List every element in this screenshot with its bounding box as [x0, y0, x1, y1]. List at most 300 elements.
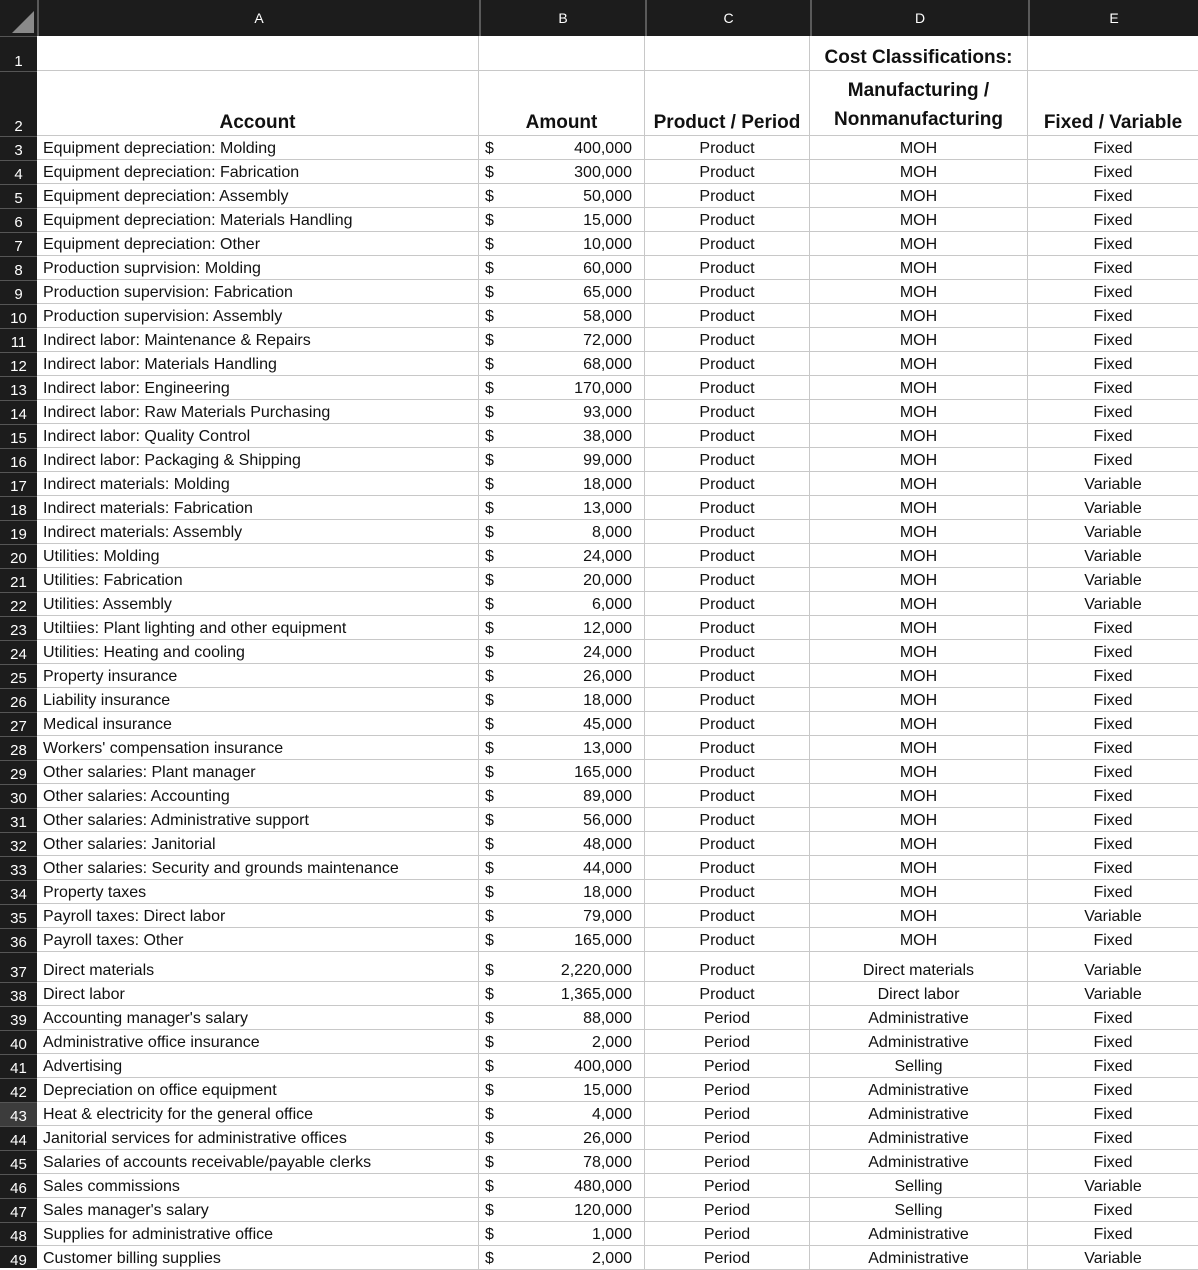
account-header[interactable]: Account: [37, 71, 479, 135]
row-header[interactable]: 45: [0, 1150, 37, 1174]
row-header[interactable]: 34: [0, 880, 37, 904]
product-period-cell[interactable]: Product: [645, 952, 810, 981]
row-header[interactable]: 23: [0, 616, 37, 640]
row-header[interactable]: 43: [0, 1102, 37, 1126]
amount-cell[interactable]: [479, 880, 645, 903]
mfg-classification-cell[interactable]: MOH: [810, 640, 1028, 663]
product-period-cell[interactable]: Period: [645, 1126, 810, 1149]
product-period-cell[interactable]: Product: [645, 160, 810, 183]
mfg-classification-cell[interactable]: MOH: [810, 688, 1028, 711]
product-period-cell[interactable]: Product: [645, 880, 810, 903]
product-period-cell[interactable]: Product: [645, 280, 810, 303]
account-cell[interactable]: Indirect materials: Assembly: [37, 520, 479, 543]
account-cell[interactable]: Workers' compensation insurance: [37, 736, 479, 759]
amount-cell[interactable]: [479, 520, 645, 543]
fixed-variable-cell[interactable]: Fixed: [1093, 452, 1133, 469]
fixed-variable-cell[interactable]: Fixed: [1093, 308, 1133, 325]
fixed-variable-cell[interactable]: Fixed: [1093, 212, 1133, 229]
product-period-cell[interactable]: Period: [645, 1054, 810, 1077]
mfg-classification-cell[interactable]: MOH: [810, 808, 1028, 831]
mfg-classification-cell[interactable]: MOH: [810, 904, 1028, 927]
mfg-classification-cell[interactable]: Direct materials: [810, 952, 1028, 981]
amount-cell[interactable]: [479, 160, 645, 183]
fixed-variable-cell[interactable]: Fixed: [1093, 716, 1133, 733]
mfg-nonmfg-header[interactable]: [810, 71, 1028, 135]
fixed-variable-cell[interactable]: Fixed: [1093, 332, 1133, 349]
fixed-variable-cell[interactable]: Fixed: [1093, 1106, 1133, 1123]
amount-cell[interactable]: [479, 640, 645, 663]
row-header[interactable]: 27: [0, 712, 37, 736]
mfg-classification-cell[interactable]: MOH: [810, 616, 1028, 639]
amount-cell[interactable]: [479, 544, 645, 567]
column-header-e[interactable]: E: [1028, 0, 1198, 36]
row-header[interactable]: 30: [0, 784, 37, 808]
account-cell[interactable]: Indirect labor: Quality Control: [37, 424, 479, 447]
fixed-variable-cell[interactable]: Fixed: [1093, 812, 1133, 829]
fixed-variable-cell[interactable]: Fixed: [1093, 764, 1133, 781]
row-header[interactable]: 16: [0, 448, 37, 472]
row-header[interactable]: 4: [0, 160, 37, 184]
amount-cell[interactable]: [479, 424, 645, 447]
product-period-cell[interactable]: Product: [645, 640, 810, 663]
mfg-classification-cell[interactable]: MOH: [810, 208, 1028, 231]
amount-cell[interactable]: [479, 448, 645, 471]
amount-cell[interactable]: [479, 280, 645, 303]
mfg-classification-cell[interactable]: MOH: [810, 736, 1028, 759]
product-period-cell[interactable]: Product: [645, 208, 810, 231]
account-cell[interactable]: Direct materials: [37, 952, 479, 981]
mfg-classification-cell[interactable]: MOH: [810, 376, 1028, 399]
amount-cell[interactable]: [479, 592, 645, 615]
fixed-variable-cell[interactable]: Fixed: [1093, 428, 1133, 445]
product-period-cell[interactable]: Product: [645, 568, 810, 591]
mfg-classification-cell[interactable]: MOH: [810, 784, 1028, 807]
account-cell[interactable]: Advertising: [37, 1054, 479, 1077]
fixed-variable-cell[interactable]: Variable: [1084, 500, 1142, 517]
account-cell[interactable]: Property insurance: [37, 664, 479, 687]
mfg-classification-cell[interactable]: Administrative: [810, 1006, 1028, 1029]
fixed-variable-cell[interactable]: Fixed: [1093, 932, 1133, 949]
row-header[interactable]: 26: [0, 688, 37, 712]
row-header[interactable]: 46: [0, 1174, 37, 1198]
row-header[interactable]: 49: [0, 1246, 37, 1270]
amount-cell[interactable]: [479, 1030, 645, 1053]
account-cell[interactable]: Indirect labor: Engineering: [37, 376, 479, 399]
amount-cell[interactable]: [479, 184, 645, 207]
row-header[interactable]: 25: [0, 664, 37, 688]
amount-cell[interactable]: [479, 1150, 645, 1173]
row-header[interactable]: 10: [0, 304, 37, 328]
row-header[interactable]: 11: [0, 328, 37, 352]
account-cell[interactable]: Sales manager's salary: [37, 1198, 479, 1221]
row-header[interactable]: 39: [0, 1006, 37, 1030]
fixed-variable-cell[interactable]: Fixed: [1093, 740, 1133, 757]
row-header[interactable]: 15: [0, 424, 37, 448]
fixed-variable-cell[interactable]: Fixed: [1093, 164, 1133, 181]
amount-cell[interactable]: [479, 1222, 645, 1245]
account-cell[interactable]: Utilities: Molding: [37, 544, 479, 567]
mfg-classification-cell[interactable]: MOH: [810, 496, 1028, 519]
fixed-variable-cell[interactable]: Fixed: [1093, 860, 1133, 877]
fixed-variable-cell[interactable]: Fixed: [1093, 1010, 1133, 1027]
row-header[interactable]: 33: [0, 856, 37, 880]
amount-cell[interactable]: [479, 400, 645, 423]
account-cell[interactable]: Indirect labor: Raw Materials Purchasing: [37, 400, 479, 423]
mfg-classification-cell[interactable]: MOH: [810, 424, 1028, 447]
amount-cell[interactable]: [479, 1198, 645, 1221]
amount-cell[interactable]: [479, 616, 645, 639]
account-cell[interactable]: Direct labor: [37, 982, 479, 1005]
row-header[interactable]: 36: [0, 928, 37, 952]
amount-cell[interactable]: [479, 1006, 645, 1029]
fixed-variable-cell[interactable]: Variable: [1084, 962, 1142, 979]
amount-cell[interactable]: [479, 736, 645, 759]
fixed-variable-cell[interactable]: Fixed: [1093, 140, 1133, 157]
fixed-variable-cell[interactable]: Variable: [1084, 572, 1142, 589]
account-cell[interactable]: Other salaries: Security and grounds maintenance: [37, 856, 479, 879]
amount-cell[interactable]: [479, 904, 645, 927]
row-header[interactable]: 35: [0, 904, 37, 928]
mfg-classification-cell[interactable]: MOH: [810, 544, 1028, 567]
account-cell[interactable]: Equipment depreciation: Assembly: [37, 184, 479, 207]
account-cell[interactable]: Indirect labor: Maintenance & Repairs: [37, 328, 479, 351]
mfg-classification-cell[interactable]: MOH: [810, 928, 1028, 951]
mfg-classification-cell[interactable]: Administrative: [810, 1150, 1028, 1173]
amount-cell[interactable]: [479, 952, 645, 981]
mfg-classification-cell[interactable]: MOH: [810, 880, 1028, 903]
row-header[interactable]: 28: [0, 736, 37, 760]
fixed-variable-cell[interactable]: Fixed: [1093, 284, 1133, 301]
fixed-variable-cell[interactable]: Fixed: [1093, 260, 1133, 277]
product-period-cell[interactable]: Product: [645, 448, 810, 471]
fixed-variable-cell[interactable]: Fixed: [1093, 692, 1133, 709]
amount-cell[interactable]: [479, 760, 645, 783]
account-cell[interactable]: Indirect labor: Packaging & Shipping: [37, 448, 479, 471]
product-period-cell[interactable]: Product: [645, 808, 810, 831]
amount-cell[interactable]: [479, 784, 645, 807]
account-cell[interactable]: Administrative office insurance: [37, 1030, 479, 1053]
product-period-cell[interactable]: Product: [645, 664, 810, 687]
fixed-variable-cell[interactable]: Variable: [1084, 908, 1142, 925]
column-header-c[interactable]: C: [645, 0, 810, 36]
cell-a1[interactable]: [37, 36, 479, 70]
mfg-classification-cell[interactable]: Selling: [810, 1174, 1028, 1197]
account-cell[interactable]: Production supervision: Assembly: [37, 304, 479, 327]
product-period-cell[interactable]: Product: [645, 376, 810, 399]
fixed-variable-cell[interactable]: Fixed: [1093, 1154, 1133, 1171]
row-header[interactable]: 41: [0, 1054, 37, 1078]
select-all-corner[interactable]: [0, 0, 37, 36]
mfg-classification-cell[interactable]: MOH: [810, 352, 1028, 375]
amount-cell[interactable]: [479, 568, 645, 591]
row-header[interactable]: 37: [0, 952, 37, 982]
product-period-cell[interactable]: Product: [645, 352, 810, 375]
account-cell[interactable]: Payroll taxes: Direct labor: [37, 904, 479, 927]
product-period-cell[interactable]: Product: [645, 400, 810, 423]
product-period-cell[interactable]: Product: [645, 544, 810, 567]
mfg-classification-cell[interactable]: MOH: [810, 256, 1028, 279]
account-cell[interactable]: Indirect materials: Molding: [37, 472, 479, 495]
fixed-variable-cell[interactable]: Fixed: [1093, 404, 1133, 421]
fixed-variable-cell[interactable]: Fixed: [1093, 668, 1133, 685]
product-period-cell[interactable]: Period: [645, 1198, 810, 1221]
fixed-variable-cell[interactable]: Fixed: [1093, 884, 1133, 901]
fixed-variable-cell[interactable]: Fixed: [1093, 836, 1133, 853]
row-header[interactable]: 21: [0, 568, 37, 592]
cell-b1[interactable]: [479, 36, 645, 70]
amount-cell[interactable]: [479, 688, 645, 711]
account-cell[interactable]: Depreciation on office equipment: [37, 1078, 479, 1101]
product-period-cell[interactable]: Product: [645, 904, 810, 927]
product-period-header[interactable]: Product / Period: [645, 71, 810, 135]
account-cell[interactable]: Other salaries: Plant manager: [37, 760, 479, 783]
row-header[interactable]: 44: [0, 1126, 37, 1150]
account-cell[interactable]: Utilities: Heating and cooling: [37, 640, 479, 663]
fixed-variable-cell[interactable]: Variable: [1084, 1178, 1142, 1195]
account-cell[interactable]: Salaries of accounts receivable/payable clerks: [37, 1150, 479, 1173]
row-header[interactable]: 19: [0, 520, 37, 544]
row-header[interactable]: 6: [0, 208, 37, 232]
account-cell[interactable]: Medical insurance: [37, 712, 479, 735]
fixed-variable-cell[interactable]: Variable: [1084, 1250, 1142, 1267]
row-header[interactable]: 31: [0, 808, 37, 832]
account-cell[interactable]: Other salaries: Administrative support: [37, 808, 479, 831]
row-header[interactable]: 14: [0, 400, 37, 424]
mfg-classification-cell[interactable]: Administrative: [810, 1102, 1028, 1125]
amount-cell[interactable]: [479, 328, 645, 351]
mfg-classification-cell[interactable]: MOH: [810, 448, 1028, 471]
fixed-variable-cell[interactable]: Fixed: [1093, 620, 1133, 637]
row-header[interactable]: 40: [0, 1030, 37, 1054]
amount-cell[interactable]: [479, 832, 645, 855]
account-cell[interactable]: Indirect materials: Fabrication: [37, 496, 479, 519]
row-header[interactable]: 9: [0, 280, 37, 304]
product-period-cell[interactable]: Product: [645, 736, 810, 759]
row-header[interactable]: 5: [0, 184, 37, 208]
mfg-classification-cell[interactable]: MOH: [810, 184, 1028, 207]
fixed-variable-cell[interactable]: Variable: [1084, 986, 1142, 1003]
amount-cell[interactable]: [479, 928, 645, 951]
row-header[interactable]: 3: [0, 136, 37, 160]
account-cell[interactable]: Other salaries: Accounting: [37, 784, 479, 807]
product-period-cell[interactable]: Period: [645, 1102, 810, 1125]
row-header[interactable]: 42: [0, 1078, 37, 1102]
row-header[interactable]: 48: [0, 1222, 37, 1246]
account-cell[interactable]: Customer billing supplies: [37, 1246, 479, 1269]
row-header-2[interactable]: 2: [0, 71, 37, 136]
amount-header[interactable]: Amount: [479, 71, 645, 135]
mfg-classification-cell[interactable]: MOH: [810, 520, 1028, 543]
mfg-classification-cell[interactable]: MOH: [810, 160, 1028, 183]
fixed-variable-cell[interactable]: Fixed: [1093, 236, 1133, 253]
account-cell[interactable]: Utiltiies: Plant lighting and other equipment: [37, 616, 479, 639]
row-header[interactable]: 13: [0, 376, 37, 400]
amount-cell[interactable]: [479, 1078, 645, 1101]
product-period-cell[interactable]: Product: [645, 784, 810, 807]
product-period-cell[interactable]: Product: [645, 136, 810, 159]
cost-classifications-title[interactable]: Cost Classifications:: [810, 36, 1028, 70]
fixed-variable-cell[interactable]: Fixed: [1093, 644, 1133, 661]
row-header[interactable]: 8: [0, 256, 37, 280]
amount-cell[interactable]: [479, 304, 645, 327]
account-cell[interactable]: Indirect labor: Materials Handling: [37, 352, 479, 375]
product-period-cell[interactable]: Period: [645, 1006, 810, 1029]
amount-cell[interactable]: [479, 712, 645, 735]
amount-cell[interactable]: [479, 472, 645, 495]
mfg-classification-cell[interactable]: MOH: [810, 304, 1028, 327]
cell-e1[interactable]: [1028, 36, 1198, 70]
fixed-variable-cell[interactable]: Variable: [1084, 596, 1142, 613]
product-period-cell[interactable]: Product: [645, 232, 810, 255]
row-header[interactable]: 17: [0, 472, 37, 496]
mfg-classification-cell[interactable]: MOH: [810, 856, 1028, 879]
amount-cell[interactable]: [479, 352, 645, 375]
row-header[interactable]: 24: [0, 640, 37, 664]
row-header-1[interactable]: 1: [0, 36, 37, 71]
mfg-classification-cell[interactable]: Administrative: [810, 1126, 1028, 1149]
product-period-cell[interactable]: Product: [645, 856, 810, 879]
amount-cell[interactable]: [479, 1054, 645, 1077]
product-period-cell[interactable]: Product: [645, 304, 810, 327]
row-header[interactable]: 20: [0, 544, 37, 568]
amount-cell[interactable]: [479, 1246, 645, 1269]
amount-cell[interactable]: [479, 496, 645, 519]
column-header-b[interactable]: B: [479, 0, 645, 36]
mfg-classification-cell[interactable]: MOH: [810, 568, 1028, 591]
product-period-cell[interactable]: Period: [645, 1078, 810, 1101]
product-period-cell[interactable]: Product: [645, 184, 810, 207]
amount-cell[interactable]: [479, 856, 645, 879]
product-period-cell[interactable]: Product: [645, 496, 810, 519]
account-cell[interactable]: Utilities: Fabrication: [37, 568, 479, 591]
product-period-cell[interactable]: Product: [645, 760, 810, 783]
product-period-cell[interactable]: Product: [645, 616, 810, 639]
mfg-classification-cell[interactable]: MOH: [810, 136, 1028, 159]
product-period-cell[interactable]: Product: [645, 982, 810, 1005]
product-period-cell[interactable]: Period: [645, 1222, 810, 1245]
mfg-classification-cell[interactable]: MOH: [810, 280, 1028, 303]
amount-cell[interactable]: [479, 232, 645, 255]
mfg-classification-cell[interactable]: MOH: [810, 400, 1028, 423]
account-cell[interactable]: Sales commissions: [37, 1174, 479, 1197]
fixed-variable-cell[interactable]: Variable: [1084, 524, 1142, 541]
row-header[interactable]: 29: [0, 760, 37, 784]
amount-cell[interactable]: [479, 136, 645, 159]
fixed-variable-cell[interactable]: Fixed: [1093, 788, 1133, 805]
product-period-cell[interactable]: Product: [645, 328, 810, 351]
amount-cell[interactable]: [479, 1126, 645, 1149]
account-cell[interactable]: Production supervision: Fabrication: [37, 280, 479, 303]
mfg-classification-cell[interactable]: MOH: [810, 328, 1028, 351]
account-cell[interactable]: Janitorial services for administrative offices: [37, 1126, 479, 1149]
product-period-cell[interactable]: Product: [645, 256, 810, 279]
column-header-d[interactable]: D: [810, 0, 1028, 36]
fixed-variable-cell[interactable]: Variable: [1084, 548, 1142, 565]
mfg-classification-cell[interactable]: MOH: [810, 592, 1028, 615]
account-cell[interactable]: Utilities: Assembly: [37, 592, 479, 615]
account-cell[interactable]: Equipment depreciation: Fabrication: [37, 160, 479, 183]
product-period-cell[interactable]: Product: [645, 472, 810, 495]
product-period-cell[interactable]: Period: [645, 1246, 810, 1269]
fixed-variable-cell[interactable]: Fixed: [1093, 1226, 1133, 1243]
mfg-classification-cell[interactable]: Administrative: [810, 1222, 1028, 1245]
product-period-cell[interactable]: Product: [645, 688, 810, 711]
fixed-variable-cell[interactable]: Fixed: [1093, 188, 1133, 205]
account-cell[interactable]: Production suprvision: Molding: [37, 256, 479, 279]
product-period-cell[interactable]: Product: [645, 928, 810, 951]
amount-cell[interactable]: [479, 376, 645, 399]
mfg-classification-cell[interactable]: Selling: [810, 1054, 1028, 1077]
cell-c1[interactable]: [645, 36, 810, 70]
mfg-classification-cell[interactable]: MOH: [810, 232, 1028, 255]
product-period-cell[interactable]: Period: [645, 1174, 810, 1197]
account-cell[interactable]: Equipment depreciation: Molding: [37, 136, 479, 159]
mfg-classification-cell[interactable]: Administrative: [810, 1078, 1028, 1101]
account-cell[interactable]: Accounting manager's salary: [37, 1006, 479, 1029]
product-period-cell[interactable]: Product: [645, 520, 810, 543]
product-period-cell[interactable]: Product: [645, 832, 810, 855]
mfg-classification-cell[interactable]: MOH: [810, 712, 1028, 735]
mfg-classification-cell[interactable]: Administrative: [810, 1246, 1028, 1269]
mfg-classification-cell[interactable]: MOH: [810, 832, 1028, 855]
amount-cell[interactable]: [479, 208, 645, 231]
account-cell[interactable]: Supplies for administrative office: [37, 1222, 479, 1245]
amount-cell[interactable]: [479, 256, 645, 279]
product-period-cell[interactable]: Period: [645, 1030, 810, 1053]
row-header[interactable]: 18: [0, 496, 37, 520]
amount-cell[interactable]: [479, 982, 645, 1005]
mfg-classification-cell[interactable]: MOH: [810, 664, 1028, 687]
fixed-variable-cell[interactable]: Variable: [1084, 476, 1142, 493]
row-header[interactable]: 32: [0, 832, 37, 856]
fixed-variable-cell[interactable]: Fixed: [1093, 1082, 1133, 1099]
mfg-classification-cell[interactable]: Selling: [810, 1198, 1028, 1221]
product-period-cell[interactable]: Period: [645, 1150, 810, 1173]
amount-cell[interactable]: [479, 808, 645, 831]
account-cell[interactable]: Liability insurance: [37, 688, 479, 711]
fixed-variable-cell[interactable]: Fixed: [1093, 1202, 1133, 1219]
account-cell[interactable]: Other salaries: Janitorial: [37, 832, 479, 855]
fixed-variable-header[interactable]: Fixed / Variable: [1043, 112, 1183, 133]
product-period-cell[interactable]: Product: [645, 592, 810, 615]
fixed-variable-cell[interactable]: Fixed: [1093, 1034, 1133, 1051]
mfg-classification-cell[interactable]: MOH: [810, 760, 1028, 783]
fixed-variable-cell[interactable]: Fixed: [1093, 356, 1133, 373]
amount-cell[interactable]: [479, 1102, 645, 1125]
fixed-variable-cell[interactable]: Fixed: [1093, 1130, 1133, 1147]
row-header[interactable]: 12: [0, 352, 37, 376]
product-period-cell[interactable]: Product: [645, 424, 810, 447]
mfg-classification-cell[interactable]: Direct labor: [810, 982, 1028, 1005]
row-header[interactable]: 22: [0, 592, 37, 616]
account-cell[interactable]: Payroll taxes: Other: [37, 928, 479, 951]
account-cell[interactable]: Equipment depreciation: Other: [37, 232, 479, 255]
mfg-classification-cell[interactable]: MOH: [810, 472, 1028, 495]
fixed-variable-cell[interactable]: Fixed: [1093, 380, 1133, 397]
fixed-variable-cell[interactable]: Fixed: [1093, 1058, 1133, 1075]
row-header[interactable]: 7: [0, 232, 37, 256]
row-header[interactable]: 38: [0, 982, 37, 1006]
mfg-classification-cell[interactable]: Administrative: [810, 1030, 1028, 1053]
amount-cell[interactable]: [479, 1174, 645, 1197]
column-header-a[interactable]: A: [37, 0, 479, 36]
product-period-cell[interactable]: Product: [645, 712, 810, 735]
row-header[interactable]: 47: [0, 1198, 37, 1222]
account-cell[interactable]: Property taxes: [37, 880, 479, 903]
account-cell[interactable]: Heat & electricity for the general office: [37, 1102, 479, 1125]
account-cell[interactable]: Equipment depreciation: Materials Handling: [37, 208, 479, 231]
amount-cell[interactable]: [479, 664, 645, 687]
